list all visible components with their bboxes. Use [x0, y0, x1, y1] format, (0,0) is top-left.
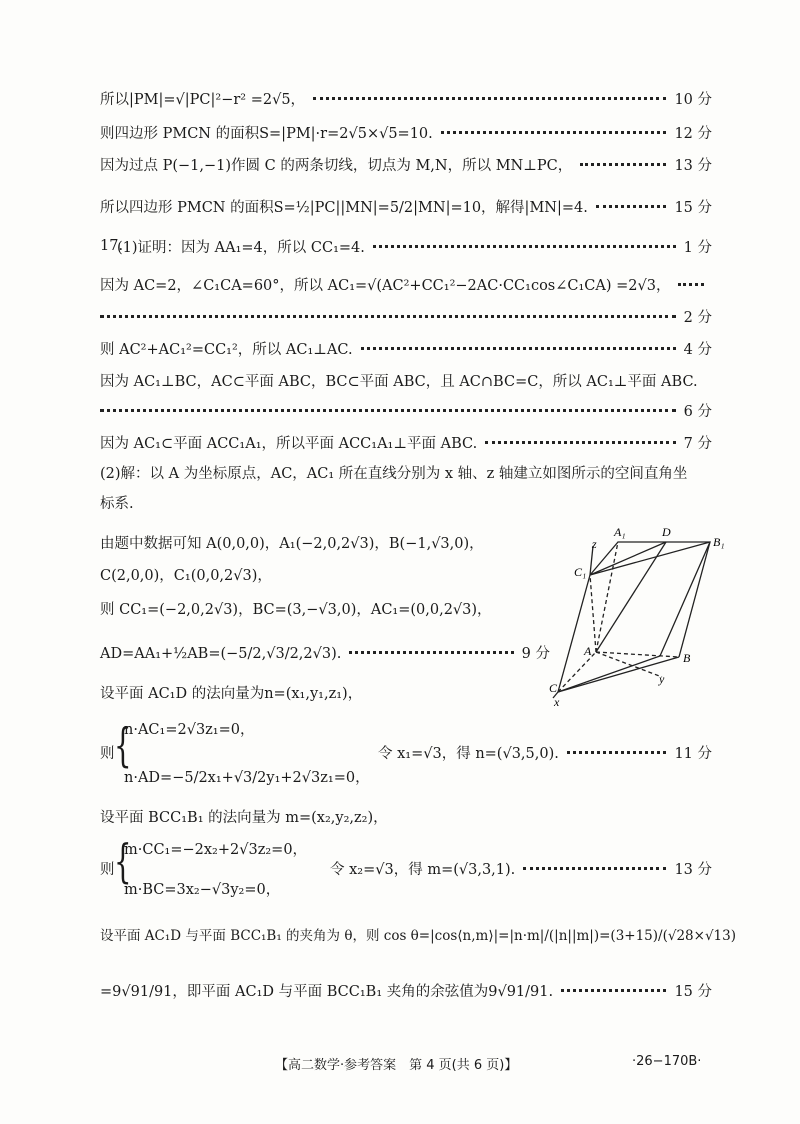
solution-line: AD=AA₁+½AB=(−5/2,√3/2,2√3). 9 分: [100, 646, 550, 662]
label-B: B: [683, 651, 691, 665]
label-A: A: [584, 644, 592, 658]
equation-line: n·AC₁=2√3z₁=0，: [124, 722, 255, 738]
footer-code: ·26−170B·: [632, 1054, 702, 1069]
label-C1: C₁: [574, 565, 587, 579]
solution-line: 因为 AC=2，∠C₁CA=60°，所以 AC₁=√(AC²+CC₁²−2AC·CC₁cos∠C₁CA) =2√3，: [100, 276, 712, 296]
score-mark: 7 分: [683, 436, 712, 452]
equation-line: m·BC=3x₂−√3y₂=0，: [124, 882, 281, 898]
score-mark: 2 分: [683, 310, 712, 326]
solution-line: 则 令 x₁=√3，得 n=(√3,5,0). 11 分: [100, 746, 712, 762]
prism-figure: [548, 520, 738, 710]
score-mark: 12 分: [674, 126, 712, 142]
label-C: C: [549, 681, 558, 695]
score-mark: 10 分: [674, 92, 712, 108]
score-mark: 15 分: [674, 200, 712, 216]
equation-line: n·AD=−5/2x₁+√3/2y₁+2√3z₁=0，: [124, 770, 370, 786]
problem-number: 17.: [100, 238, 124, 254]
score-mark: 15 分: [674, 984, 712, 1000]
solution-line: 因为 AC₁⊂平面 ACC₁A₁，所以平面 ACC₁A₁⊥平面 ABC. 7 分: [100, 436, 712, 452]
solution-line: C(2,0,0)，C₁(0,0,2√3)，: [100, 568, 272, 584]
solution-line: 因为过点 P(−1,−1)作圆 C 的两条切线，切点为 M,N，所以 MN⊥PC， 13 分: [100, 158, 712, 174]
score-mark: 1 分: [683, 240, 712, 256]
brace-symbol: {: [114, 834, 132, 888]
solution-line: [100, 402, 712, 422]
score-mark: 13 分: [674, 862, 712, 878]
solution-line: 因为 AC₁⊥BC，AC⊂平面 ABC，BC⊂平面 ABC，且 AC∩BC=C，所以 AC₁⊥平面 ABC.: [100, 374, 698, 390]
solution-line: 标系.: [100, 496, 134, 512]
solution-line: 设平面 AC₁D 的法向量为n=(x₁,y₁,z₁)，: [100, 686, 363, 702]
solution-line: 由题中数据可知 A(0,0,0)，A₁(−2,0,2√3)，B(−1,√3,0)，: [100, 536, 484, 552]
solution-line: 则 CC₁=(−2,0,2√3)，BC=(3,−√3,0)，AC₁=(0,0,2√3)，: [100, 602, 492, 618]
solution-line: 则四边形 PMCN 的面积S=|PM|·r=2√5×√5=10. 12 分: [100, 126, 712, 142]
solution-line: 设平面 AC₁D 与平面 BCC₁B₁ 的夹角为 θ，则 cos θ=|cos⟨n,m⟩|=|n·m|/(|n||m|)=(3+15)/(√28×√13): [100, 928, 736, 944]
solution-line: =9√91/91，即平面 AC₁D 与平面 BCC₁B₁ 夹角的余弦值为9√91/91. 15 分: [100, 984, 712, 1000]
brace-symbol: {: [114, 718, 132, 772]
score-mark: 6 分: [683, 404, 712, 420]
solution-line: 所以|PM|=√|PC|²−r² =2√5， 10 分: [100, 92, 712, 108]
footer-title: 【高二数学·参考答案 第 4 页(共 6 页)】: [275, 1058, 518, 1073]
score-mark: 4 分: [683, 342, 712, 358]
score-mark: 11 分: [674, 746, 712, 762]
solution-line: (1)证明：因为 AA₁=4，所以 CC₁=4. 1 分: [117, 240, 712, 256]
solution-line: (2)解：以 A 为坐标原点，AC，AC₁ 所在直线分别为 x 轴、z 轴建立如图所示的空间直角坐: [100, 466, 688, 482]
solution-line: [100, 308, 712, 328]
equation-line: m·CC₁=−2x₂+2√3z₂=0，: [124, 842, 308, 858]
score-mark: 13 分: [674, 158, 712, 174]
label-B1: B₁: [713, 535, 725, 549]
solution-line: 则 令 x₂=√3，得 m=(√3,3,1). 13 分: [100, 862, 712, 878]
solution-line: 设平面 BCC₁B₁ 的法向量为 m=(x₂,y₂,z₂)，: [100, 810, 388, 826]
score-mark: 9 分: [521, 646, 550, 662]
label-A1: A₁: [614, 525, 626, 539]
solution-line: 则 AC²+AC₁²=CC₁²，所以 AC₁⊥AC. 4 分: [100, 342, 712, 358]
solution-line: 所以四边形 PMCN 的面积S=½|PC||MN|=5/2|MN|=10，解得|MN|=4. 15 分: [100, 200, 712, 216]
label-x: x: [554, 695, 560, 709]
label-y: y: [659, 672, 665, 686]
label-D: D: [662, 525, 671, 539]
label-z: z: [592, 537, 597, 551]
